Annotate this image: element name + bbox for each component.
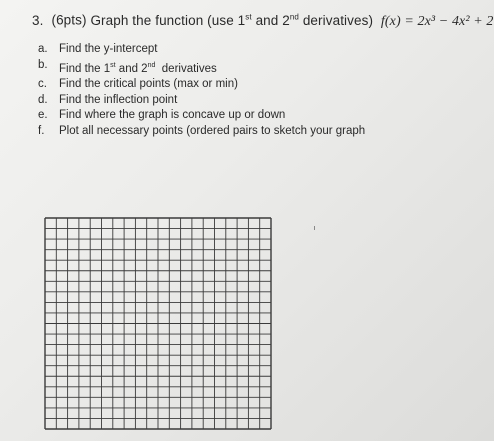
graph-grid-lines xyxy=(44,217,272,430)
part-letter: c. xyxy=(38,78,47,91)
part-letter: d. xyxy=(38,93,48,106)
problem-points: (6pts) xyxy=(51,12,87,28)
function-expression: f(x) = 2x³ − 4x² + 2 xyxy=(380,13,494,29)
part-d xyxy=(38,93,365,109)
part-f xyxy=(38,124,365,140)
part-letter: b. xyxy=(38,58,48,71)
problem-instruction: Graph the function (use 1st and 2nd derivatives) xyxy=(90,12,374,28)
parts-list xyxy=(38,42,365,139)
part-e xyxy=(38,108,365,124)
part-text: Find the y-intercept xyxy=(59,43,158,55)
paper-mark xyxy=(314,226,315,230)
part-letter: f. xyxy=(38,124,45,137)
part-text: Find where the graph is concave up or down xyxy=(59,109,286,122)
part-c xyxy=(38,77,365,93)
part-text: Find the 1st and 2nd derivatives xyxy=(59,61,217,75)
part-letter: a. xyxy=(38,43,48,55)
graph-grid[interactable] xyxy=(44,217,272,430)
problem-header xyxy=(32,12,494,30)
part-text: Find the inflection point xyxy=(59,93,178,106)
problem-number: 3. xyxy=(32,12,44,28)
part-a xyxy=(38,42,365,58)
part-text: Find the critical points (max or min) xyxy=(59,78,238,91)
part-b xyxy=(38,58,365,77)
part-letter: e. xyxy=(38,109,48,122)
part-text: Plot all necessary points (ordered pairs to sketch your graph xyxy=(59,124,366,137)
